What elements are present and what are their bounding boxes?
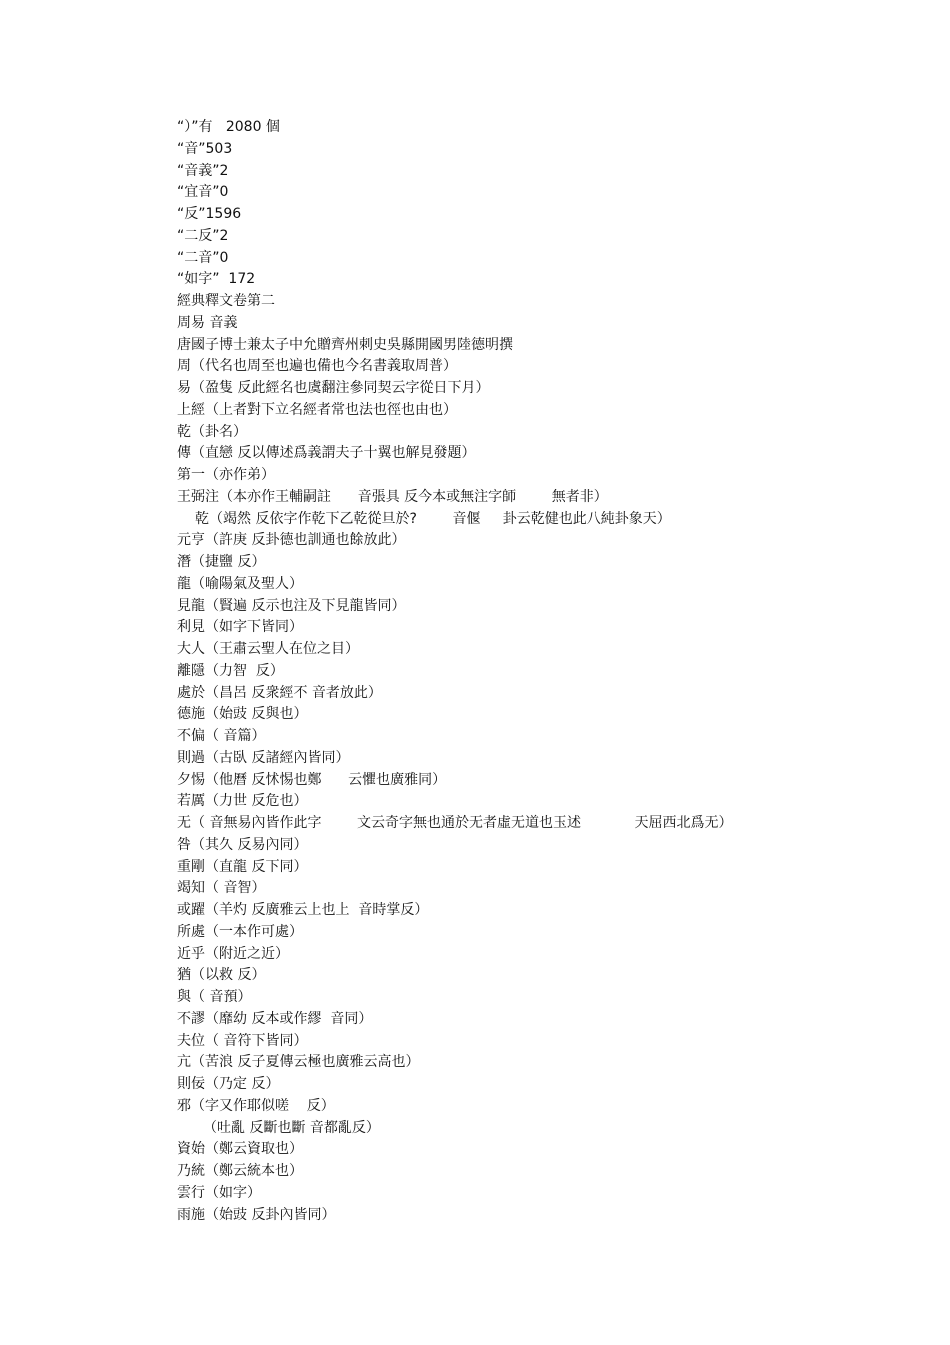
text-line: “二反”2 [177,227,229,244]
text-line: 乃統（鄭云統本也） [177,1163,303,1179]
text-line: 近乎（附近之近） [177,945,289,962]
text-line: 第一（亦作弟） [177,467,275,483]
text-line: 无（ 音無易內皆作此字 文云奇字無也通於无者虛无道也玉述 天屈西北爲无） [177,815,733,831]
text-line: 雲行（如字） [177,1184,261,1201]
text-line: 周（代名也周至也遍也備也今名書義取周普） [177,358,457,375]
text-line: 王弼注（本亦作王輔嗣註 音張具 反今本或無注字師 無者非） [177,488,608,505]
text-line: （吐亂 反斷也斷 音都亂反） [203,1119,380,1136]
text-line: 重剛（直龍 反下同） [177,858,308,875]
text-line: “）”有 2080 個 [177,119,280,135]
text-line: 猶（以救 反） [177,967,266,984]
text-line: “音”503 [177,140,233,157]
text-line: 德施（始豉 反與也） [177,706,308,723]
text-line: “二音”0 [177,249,229,266]
text-line: “反”1596 [177,206,242,222]
text-line: 竭知（ 音智） [177,880,266,897]
text-line: 則過（古臥 反諸經內皆同） [177,749,350,766]
text-line: 上經（上者對下立名經者常也法也徑也由也） [177,401,457,418]
text-line: 不偏（ 音篇） [177,728,266,744]
text-line: 邪（字又作耶似嗟 反） [177,1097,335,1114]
text-line: 乾（竭然 反依字作乾下乙乾從旦於? 音偃 卦云乾健也此八純卦象天） [195,510,671,527]
text-line: 傳（直戀 反以傳述爲義謂夫子十翼也解見發題） [177,445,476,462]
text-line: 夕惕（他曆 反怵惕也鄭 云懼也廣雅同） [177,771,447,788]
text-line: “如字” 172 [177,271,256,288]
document-text-block [177,117,917,1226]
text-line: 龍（喻陽氣及聖人） [177,575,303,592]
text-line: 則佞（乃定 反） [177,1076,280,1092]
text-line: 見龍（賢遍 反示也注及下見龍皆同） [177,597,406,614]
text-line: 不謬（靡幼 反本或作繆 音同） [177,1010,373,1027]
text-line: 潛（捷鹽 反） [177,554,266,570]
text-line: 咎（其久 反易內同） [177,836,308,853]
text-line: 或躍（羊灼 反廣雅云上也上 音時掌反） [177,902,429,918]
text-line: 處於（昌呂 反衆經不 音者放此） [177,684,382,701]
text-line: 若厲（力世 反危也） [177,793,308,810]
text-line: 周易 音義 [177,314,238,331]
text-line: 易（盈隻 反此經名也虞翻注參同契云字從日下月） [177,380,490,396]
text-line: 資始（鄭云資取也） [177,1141,303,1158]
text-line: 經典釋文卷第二 [177,293,275,309]
text-line: 元亨（許庚 反卦德也訓通也餘放此） [177,532,406,549]
text-line: 所處（一本作可處） [177,923,303,940]
text-line: 與（ 音預） [177,989,252,1005]
text-line: 唐國子博士兼太子中允贈齊州刺史吳縣開國男陸德明撰 [177,336,513,353]
text-line: 夫位（ 音符下皆同） [177,1032,308,1049]
text-line: 雨施（始豉 反卦內皆同） [177,1206,336,1223]
text-line: 離隱（力智 反） [177,662,284,679]
text-line: “宜音”0 [177,184,229,201]
text-line: 利見（如字下皆同） [177,619,303,636]
text-line: 亢（苦浪 反子夏傳云極也廣雅云高也） [177,1054,420,1071]
text-line: 乾（卦名） [177,423,247,440]
text-line: “音義”2 [177,162,229,179]
text-line: 大人（王肅云聖人在位之目） [177,641,359,657]
